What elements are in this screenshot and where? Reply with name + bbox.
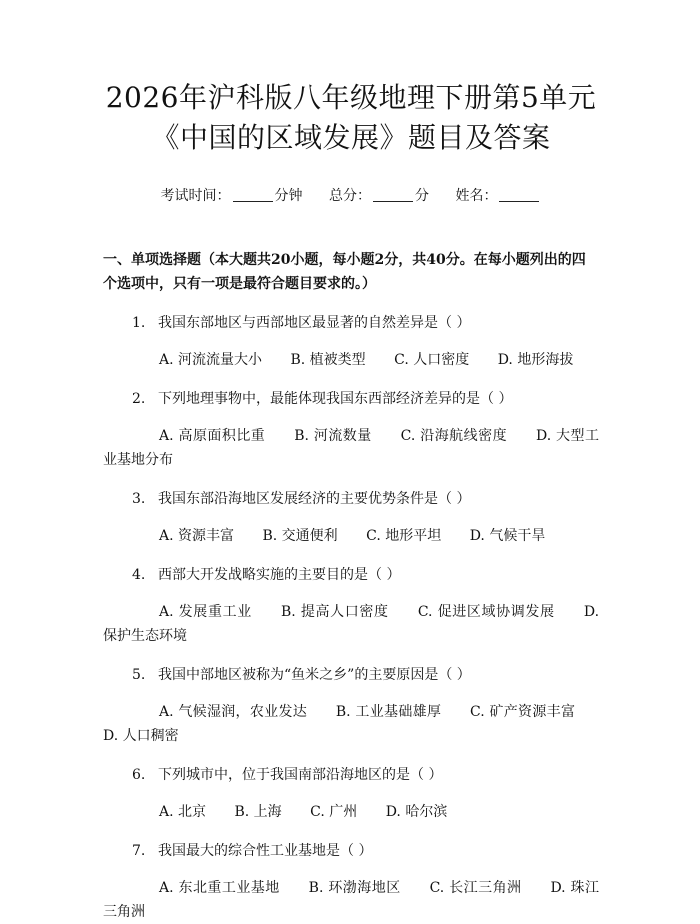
question-text: 下列城市中，位于我国南部沿海地区的是（ ） — [158, 767, 443, 783]
question-number: 3. — [132, 491, 146, 507]
answer-option: B. 植被类型 — [290, 352, 366, 368]
exam-info-bar — [103, 186, 599, 206]
question-text: 下列地理事物中，最能体现我国东西部经济差异的是（ ） — [158, 391, 513, 407]
answer-option: A. 发展重工业 — [159, 604, 252, 620]
question-stem — [103, 764, 599, 786]
question-number: 1. — [132, 315, 146, 331]
question-item — [103, 664, 599, 748]
answer-option: D. 哈尔滨 — [385, 804, 448, 820]
answer-option: A. 东北重工业基地 — [159, 880, 280, 896]
answer-options — [103, 800, 599, 824]
answer-option: B. 交通便利 — [262, 528, 338, 544]
answer-option: D. 保护生态环境 — [103, 604, 600, 644]
question-number: 2. — [132, 391, 146, 407]
answer-option: B. 上海 — [234, 804, 282, 820]
answer-options — [103, 600, 599, 648]
answer-option: D. 大型工业基地分布 — [103, 428, 599, 468]
answer-option: A. 北京 — [159, 804, 207, 820]
exam-time-field — [161, 186, 303, 206]
answer-option: D. 珠江三角洲 — [103, 880, 599, 920]
question-item — [103, 388, 599, 472]
answer-option: A. 河流流量大小 — [159, 352, 263, 368]
question-item — [103, 312, 599, 372]
question-text: 我国东部沿海地区发展经济的主要优势条件是（ ） — [158, 491, 471, 507]
question-item — [103, 764, 599, 824]
total-score-label: 总分： — [329, 188, 371, 204]
question-stem — [103, 312, 599, 334]
answer-options — [103, 424, 599, 472]
answer-option: A. 高原面积比重 — [159, 428, 266, 444]
question-number: 4. — [132, 567, 146, 583]
total-score-blank — [373, 187, 413, 202]
question-number: 5. — [132, 667, 146, 683]
exam-time-label: 考试时间： — [160, 188, 231, 204]
answer-option: D. 人口稠密 — [103, 728, 179, 744]
student-name-blank — [499, 187, 539, 202]
question-list — [103, 312, 599, 924]
answer-option: C. 地形平坦 — [366, 528, 442, 544]
answer-options — [103, 524, 599, 548]
answer-option: C. 长江三角洲 — [429, 880, 522, 896]
total-score-unit: 分 — [415, 188, 429, 204]
student-name-field — [455, 186, 541, 206]
question-text: 西部大开发战略实施的主要目的是（ ） — [158, 567, 401, 583]
answer-option: C. 广州 — [310, 804, 358, 820]
question-item — [103, 840, 599, 924]
exam-time-blank — [233, 187, 273, 202]
answer-option: B. 工业基础雄厚 — [335, 704, 442, 720]
answer-option: D. 地形海拔 — [497, 352, 574, 368]
question-stem — [103, 840, 599, 862]
answer-option: C. 人口密度 — [394, 352, 470, 368]
answer-option: B. 提高人口密度 — [281, 604, 389, 620]
document-title: 2026年沪科版八年级地理下册第5单元《中国的区域发展》题目及答案 — [105, 81, 597, 154]
answer-option: B. 河流数量 — [294, 428, 372, 444]
answer-options — [103, 700, 599, 748]
question-number: 7. — [132, 843, 146, 859]
answer-options — [103, 876, 599, 924]
question-item — [103, 564, 599, 648]
answer-option: C. 促进区域协调发展 — [417, 604, 555, 620]
answer-option: A. 气候湿润，农业发达 — [159, 704, 308, 720]
total-score-field — [329, 186, 429, 206]
question-text: 我国中部地区被称为“鱼米之乡”的主要原因是（ ） — [158, 667, 471, 683]
answer-option: A. 资源丰富 — [159, 528, 235, 544]
question-stem — [103, 664, 599, 686]
question-stem — [103, 388, 599, 410]
answer-options — [103, 348, 599, 372]
exam-time-unit: 分钟 — [274, 188, 303, 204]
answer-option: C. 矿产资源丰富 — [470, 704, 575, 720]
answer-option: C. 沿海航线密度 — [400, 428, 508, 444]
question-stem — [103, 564, 599, 586]
answer-option: D. 气候干旱 — [469, 528, 546, 544]
question-text: 我国东部地区与西部地区最显著的自然差异是（ ） — [158, 315, 471, 331]
question-stem — [103, 488, 599, 510]
question-text: 我国最大的综合性工业基地是（ ） — [158, 843, 373, 859]
student-name-label: 姓名： — [455, 188, 498, 204]
question-number: 6. — [132, 767, 146, 783]
answer-option: B. 环渤海地区 — [308, 880, 401, 896]
section-heading: 一、单项选择题（本大题共20小题，每小题2分，共40分。在每小题列出的四个选项中，只有一项是最符合题目要求的。） — [103, 252, 586, 292]
question-item — [103, 488, 599, 548]
